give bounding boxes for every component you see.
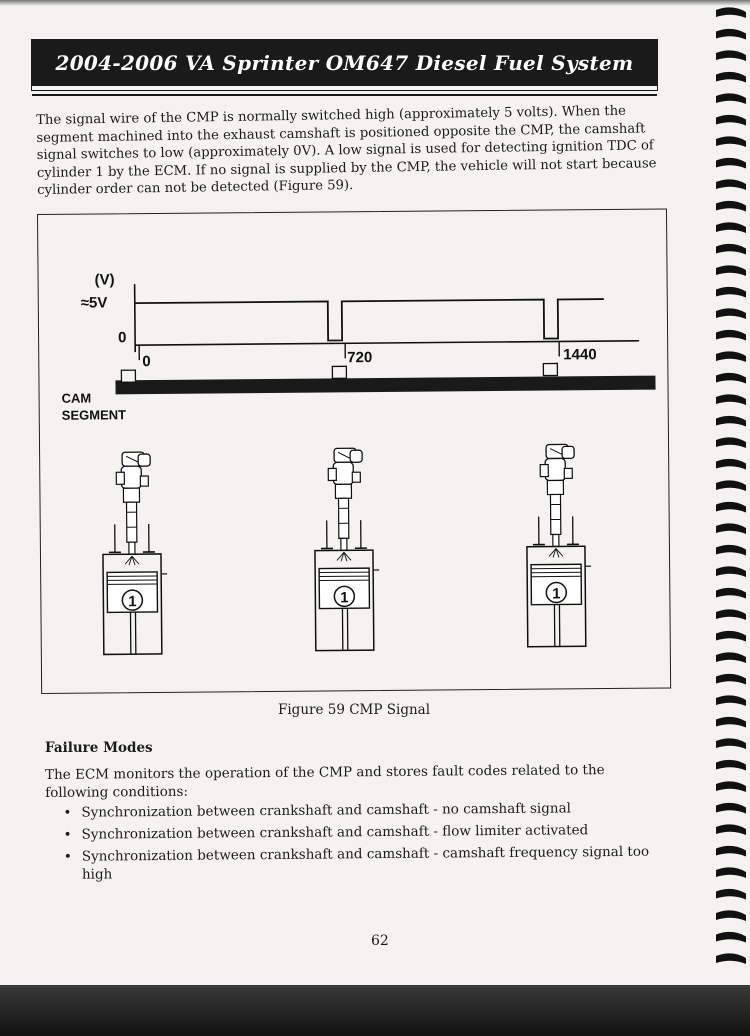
binding-coil	[716, 846, 746, 857]
cam-notch-1	[121, 370, 135, 382]
binding-coil	[716, 437, 746, 448]
binding-coil	[716, 244, 746, 255]
failure-modes-paragraph: The ECM monitors the operation of the CMP and stores fault codes related to the following conditions:	[45, 762, 605, 801]
binding-coil	[716, 781, 746, 792]
cmp-signal-waveform	[135, 299, 604, 342]
cam-notch-3	[543, 363, 557, 375]
binding-coil	[716, 738, 746, 749]
binding-coil	[716, 803, 746, 814]
binding-coil	[716, 308, 746, 319]
binding-coil	[716, 760, 746, 771]
page-title: 2004-2006 VA Sprinter OM647 Diesel Fuel System	[55, 51, 634, 75]
binding-coil	[716, 7, 746, 18]
page-number: 62	[371, 933, 389, 949]
binding-coil	[716, 695, 746, 706]
binding-coil	[716, 416, 746, 427]
binding-coil	[716, 50, 746, 61]
binding-coil	[716, 631, 746, 642]
binding-coil	[716, 609, 746, 620]
binding-coil	[716, 373, 746, 384]
injector-cylinder-1	[102, 452, 168, 655]
x-tick-label-720: 720	[347, 349, 373, 367]
binding-coil	[716, 179, 746, 190]
binding-coil	[716, 115, 746, 126]
cylinder-number-label: 1	[340, 589, 349, 607]
cam-bar	[115, 376, 655, 395]
list-item: • Synchronization between crankshaft and camshaft - flow limiter activated	[64, 821, 666, 844]
binding-coil	[716, 932, 746, 943]
binding-coil	[716, 674, 746, 685]
binding-coil	[716, 158, 746, 169]
binding-coil	[716, 480, 746, 491]
x-tick-label-0: 0	[142, 353, 151, 371]
binding-coil	[716, 136, 746, 147]
figure-caption: Figure 59 CMP Signal	[278, 702, 431, 718]
y-axis	[135, 284, 136, 352]
binding-coil	[716, 566, 746, 577]
y-unit-label: (V)	[94, 271, 115, 289]
spiral-binding	[712, 0, 750, 985]
binding-coil	[716, 330, 746, 341]
y-high-label: ≈5V	[80, 294, 108, 312]
binding-coil	[716, 351, 746, 362]
failure-conditions-list	[63, 799, 666, 884]
intro-paragraph: The signal wire of the CMP is normally switched high (approximately 5 volts). When the segment machined into the exhaust camshaft is positioned opposite the CMP, the camshaft signal switches to low (approximately 0V). A low signal is used for detecting ignition TDC of cylinder 1 by the ECM. If no signal is supplied by the CMP, the vehicle will not start because cylinder order can not be detected (Figure 59).	[36, 103, 657, 198]
cylinder-number-label: 1	[552, 585, 561, 603]
injector-cylinder-3	[526, 444, 592, 647]
list-item: • Synchronization between crankshaft and camshaft - no camshaft signal	[63, 799, 665, 822]
binding-coil	[716, 394, 746, 405]
binding-coil	[716, 545, 746, 556]
cmp-signal-figure	[38, 209, 672, 694]
segment-label: SEGMENT	[61, 407, 127, 423]
binding-coil	[716, 502, 746, 513]
failure-modes-heading: Failure Modes	[45, 740, 153, 756]
x-tick-label-1440: 1440	[563, 346, 597, 364]
binding-coil	[716, 72, 746, 83]
binding-coil	[716, 824, 746, 835]
binding-coil	[716, 265, 746, 276]
cam-label: CAM	[61, 390, 92, 406]
binding-coil	[716, 867, 746, 878]
binding-coil	[716, 523, 746, 534]
injector-cylinder-2	[314, 448, 380, 651]
page-edge-shadow	[0, 0, 750, 6]
binding-coil	[716, 588, 746, 599]
binding-coil	[716, 287, 746, 298]
list-item: • Synchronization between crankshaft and camshaft - camshaft frequency signal too high	[64, 843, 666, 884]
binding-coil	[716, 459, 746, 470]
binding-coil	[716, 201, 746, 212]
binding-coil	[716, 29, 746, 40]
binding-coil	[716, 93, 746, 104]
cam-notch-2	[332, 366, 346, 378]
y-low-label: 0	[118, 329, 127, 347]
figure-59-box	[37, 209, 671, 694]
background-surface	[0, 985, 750, 1036]
failure-modes-section	[45, 761, 666, 888]
binding-coil	[716, 889, 746, 900]
binding-coil	[716, 910, 746, 921]
binding-coil	[716, 953, 746, 964]
x-axis-baseline	[135, 341, 639, 345]
header-bar	[32, 40, 657, 90]
binding-coil	[716, 717, 746, 728]
cylinder-number-label: 1	[128, 593, 137, 611]
header-rule	[32, 94, 657, 96]
binding-coil	[716, 222, 746, 233]
binding-coil	[716, 652, 746, 663]
